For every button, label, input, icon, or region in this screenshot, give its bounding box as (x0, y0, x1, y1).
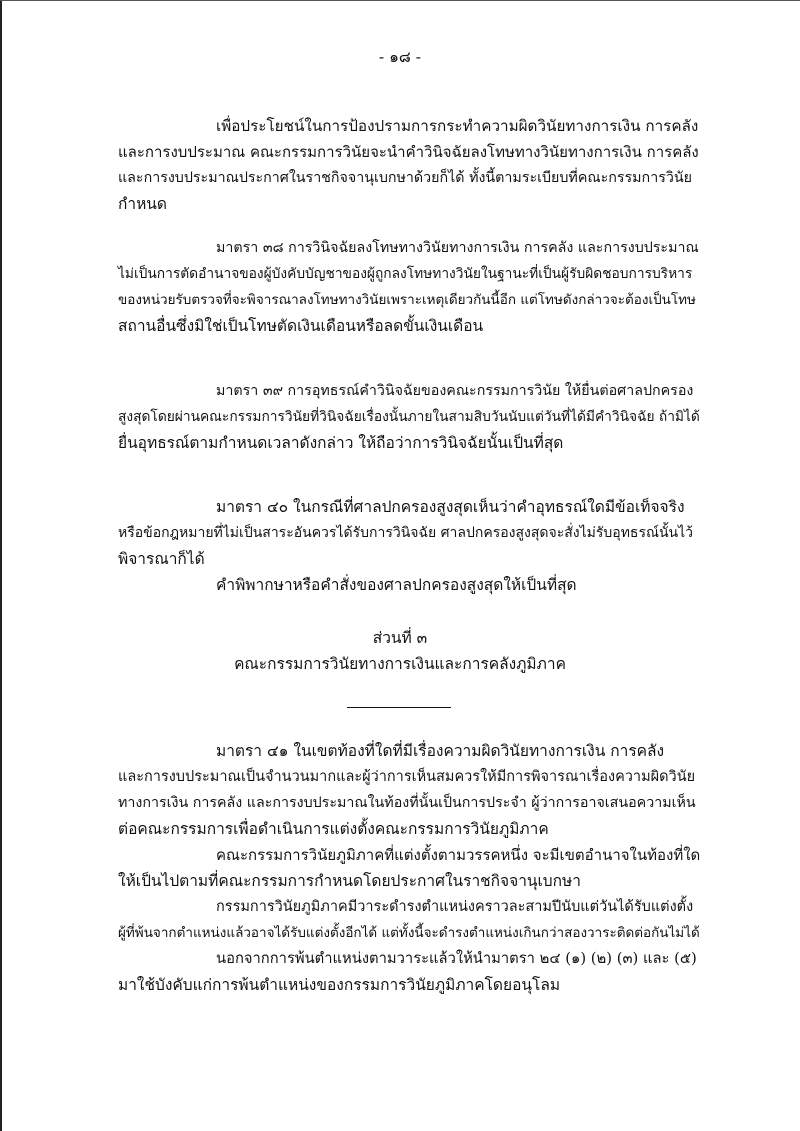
section-38-line: ของหน่วยรับตรวจที่จะพิจารณาลงโทษทางวินัยเพราะเหตุเดียวกันนี้อีก แต่โทษดังกล่าวจะต้องเป็นโทษ (118, 292, 696, 308)
section-38-line: ไม่เป็นการตัดอำนาจของผู้บังคับบัญชาของผู้ถูกลงโทษทางวินัยในฐานะที่เป็นผู้รับผิดชอบการบริหาร (118, 266, 693, 282)
paragraph-line: เพื่อประโยชน์ในการป้องปรามการกระทำความผิดวินัยทางการเงิน การคลัง (216, 117, 699, 135)
section-39-line: สูงสุดโดยผ่านคณะกรรมการวินัยที่วินิจฉัยเรื่องนั้นภายในสามสิบวันนับแต่วันที่ได้มีคำวินิจฉัย ถ้ามิได้ (118, 409, 700, 425)
section-38-line: สถานอื่นซึ่งมิใช่เป็นโทษตัดเงินเดือนหรือลดขั้นเงินเดือน (118, 317, 484, 335)
section-41-line: มาใช้บังคับแก่การพ้นตำแหน่งของกรรมการวินัยภูมิภาคโดยอนุโลม (118, 976, 561, 994)
section-41-line: ต่อคณะกรรมการเพื่อดำเนินการแต่งตั้งคณะกรรมการวินัยภูมิภาค (118, 820, 549, 838)
section-41-line: คณะกรรมการวินัยภูมิภาคที่แต่งตั้งตามวรรคหนึ่ง จะมีเขตอำนาจในท้องที่ใด (216, 846, 701, 864)
section-41-line: มาตรา ๔๑ ในเขตท้องที่ใดที่มีเรื่องความผิดวินัยทางการเงิน การคลัง (216, 742, 665, 760)
section-41-line: ผู้ที่พ้นจากตำแหน่งแล้วอาจได้รับแต่งตั้งอีกได้ แต่ทั้งนี้จะดำรงตำแหน่งเกินกว่าสองวาระติดต่อกันไม่ได้ (118, 925, 700, 941)
scan-edge-top (0, 0, 800, 1)
section-39-line: ยื่นอุทธรณ์ตามกำหนดเวลาดังกล่าว ให้ถือว่าการวินิจฉัยนั้นเป็นที่สุด (118, 434, 564, 452)
section-40-line: มาตรา ๔๐ ในกรณีที่ศาลปกครองสูงสุดเห็นว่าคำอุทธรณ์ใดมีข้อเท็จจริง (216, 498, 685, 516)
scan-edge-left (0, 0, 2, 1131)
section-40-line: คำพิพากษาหรือคำสั่งของศาลปกครองสูงสุดให้เป็นที่สุด (216, 576, 577, 594)
paragraph-line: และการงบประมาณ คณะกรรมการวินัยจะนำคำวินิจฉัยลงโทษทางวินัยทางการเงิน การคลัง (118, 143, 699, 161)
section-41-line: ให้เป็นไปตามที่คณะกรรมการกำหนดโดยประกาศในราชกิจจานุเบกษา (118, 872, 581, 890)
section-39-line: มาตรา ๓๙ การอุทธรณ์คำวินิจฉัยของคณะกรรมการวินัย ให้ยื่นต่อศาลปกครอง (216, 383, 694, 399)
section-40-line: พิจารณาก็ได้ (118, 550, 205, 568)
section-38-line: มาตรา ๓๘ การวินิจฉัยลงโทษทางวินัยทางการเงิน การคลัง และการงบประมาณ (216, 240, 699, 256)
section-40-line: หรือข้อกฎหมายที่ไม่เป็นสาระอันควรได้รับการวินิจฉัย ศาลปกครองสูงสุดจะสั่งไม่รับอุทธรณ์นั้นไว้ (118, 525, 694, 541)
paragraph-line: และการงบประมาณประกาศในราชกิจจานุเบกษาด้วยก็ได้ ทั้งนี้ตามระเบียบที่คณะกรรมการวินัย (118, 170, 692, 186)
paragraph-line: กำหนด (118, 195, 167, 213)
page-number: - ๑๘ - (378, 48, 422, 66)
section-title-heading: คณะกรรมการวินัยทางการเงินและการคลังภูมิภาค (234, 655, 566, 673)
section-41-line: และการงบประมาณเป็นจำนวนมากและผู้ว่าการเห็นสมควรให้มีการพิจารณาเรื่องความผิดวินัย (118, 769, 696, 785)
section-41-line: ทางการเงิน การคลัง และการงบประมาณในท้องที่นั้นเป็นการประจำ ผู้ว่าการอาจเสนอความเห็น (118, 795, 696, 811)
section-number-heading: ส่วนที่ ๓ (372, 629, 428, 647)
section-41-line: นอกจากการพ้นตำแหน่งตามวาระแล้วให้นำมาตรา ๒๔ (๑) (๒) (๓) และ (๕) (216, 950, 697, 967)
section-41-line: กรรมการวินัยภูมิภาคมีวาระดำรงตำแหน่งคราวละสามปีนับแต่วันได้รับแต่งตั้ง (216, 899, 694, 915)
heading-divider (347, 707, 451, 708)
